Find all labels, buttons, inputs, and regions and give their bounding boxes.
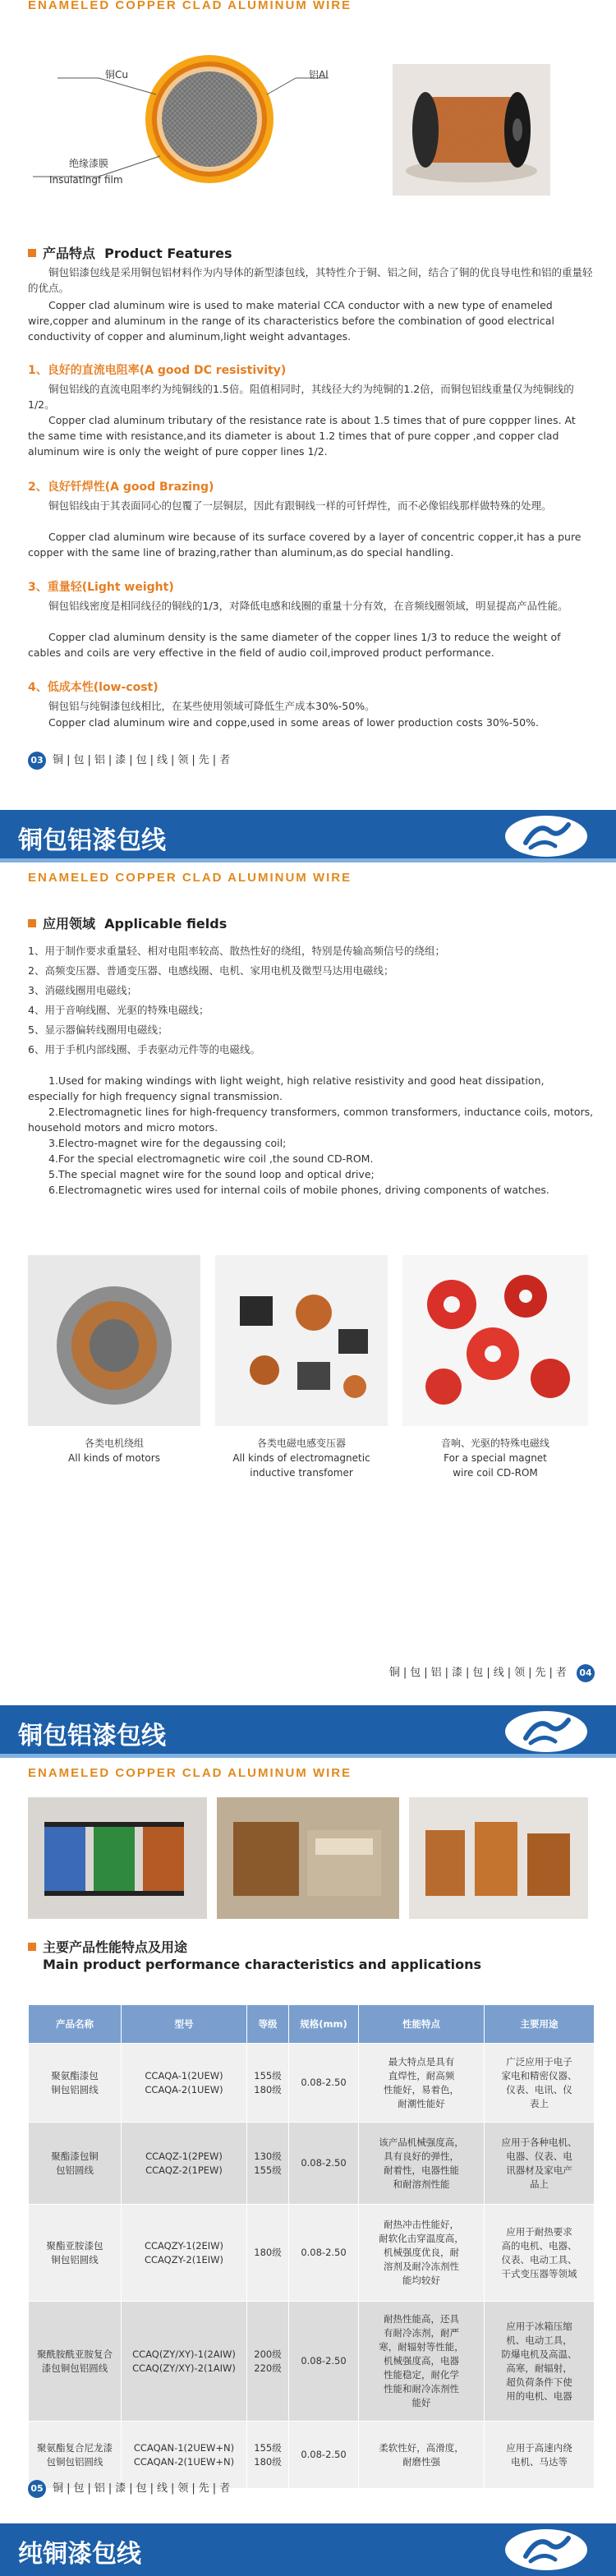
page3-en-title: ENAMELED COPPER CLAD ALUMINUM WIRE (28, 1766, 352, 1780)
table-cell-name: 聚氨酯复合尼龙漆 包铜包铝圆线 (29, 2422, 122, 2489)
page-number-badge: 04 (577, 1664, 595, 1682)
page4-banner-title: 纯铜漆包线 (18, 2540, 141, 2569)
item3-head: 3、重量轻(Light weight) (28, 581, 174, 594)
table-cell-feature: 柔软性好，高滑度， 耐磨性强 (359, 2422, 485, 2489)
caption-magnet-coils: 音响、光驱的特殊电磁线 For a special magnet wire coil CD-ROM (440, 1438, 549, 1479)
table-cell-model: CCAQA-1(2UEW) CCAQA-2(1UEW) (122, 2044, 247, 2123)
page2-banner (0, 810, 616, 862)
transformers-photo (215, 1255, 388, 1426)
table-cell-spec: 0.08-2.50 (289, 2044, 359, 2123)
app-en-item: 4.For the special electromagnetic wire coil ,the sound CD-ROM. (48, 1152, 374, 1165)
item1-head: 1、良好的直流电阻率(A good DC resistivity) (28, 364, 287, 377)
table-cell-feature: 最大特点是具有 直焊性，耐高频 性能好，易着色， 耐潮性能好 (359, 2044, 485, 2123)
app-cn-item: 2、高频变压器、普通变压器、电感线圈、电机、家用电机及微型马达用电磁线； (28, 964, 394, 977)
company-logo-icon (501, 2527, 591, 2573)
page2-banner-title: 铜包铝漆包线 (18, 826, 166, 855)
page2-en-title: ENAMELED COPPER CLAD ALUMINUM WIRE (28, 871, 352, 885)
copper-spool-photo (393, 64, 550, 196)
table-cell-spec: 0.08-2.50 (289, 2205, 359, 2302)
col-header: 规格(mm) (289, 2005, 359, 2044)
features-heading: 产品特点 Product Features (28, 243, 232, 262)
table-cell-spec: 0.08-2.50 (289, 2422, 359, 2489)
table-header-row (29, 2005, 595, 2044)
table-cell-grade: 200级 220级 (247, 2302, 289, 2422)
performance-table (28, 2004, 595, 2489)
intro-en: Copper clad aluminum wire is used to make material CCA conductor with a new type of enameled wire,copper and aluminum in the range of its characteristics before the combination of good electrical conductivity of copper and aluminum,light weight advantages. (28, 299, 554, 343)
app-en-item: 2.Electromagnetic lines for high-frequency transformers, common transformers, inductance coils, motors, household motors and micro motors. (28, 1106, 594, 1134)
apps-en-list (28, 1073, 595, 1198)
caption-transformers: 各类电磁电感变压器 All kinds of electromagnetic inductive transfomer (232, 1438, 370, 1479)
label-copper: 铜Cu (105, 69, 128, 80)
table-cell-use: 应用于冰箱压缩 机、电动工具， 防爆电机及高温、 高寒，耐辐射， 超负荷条件下使 用的电机、电器 (485, 2302, 595, 2422)
table-cell-grade: 130级 155级 (247, 2123, 289, 2205)
item4-head: 4、低成本性(low-cost) (28, 681, 159, 694)
table-cell-name: 聚氨酯漆包 铜包铝圆线 (29, 2044, 122, 2123)
page3-banner-title: 铜包铝漆包线 (18, 1722, 166, 1750)
col-header: 性能特点 (359, 2005, 485, 2044)
item1-cn: 铜包铝线的直流电阻率约为纯铜线的1.5倍。阻值相同时，其线径大约为纯铜的1.2倍，而铜包铝线重量仅为纯铜线的1/2。 (28, 383, 574, 411)
page1-footer: 03 铜|包|铝|漆|包|线|领|先|者 (28, 751, 233, 770)
page2-footer: 铜|包|铝|漆|包|线|领|先|者 04 (389, 1663, 595, 1682)
table-cell-use: 应用于各种电机、 电器、仪表、电 讯器材及家电产 品上 (485, 2123, 595, 2205)
table-cell-name: 聚酯漆包铜 包铝圆线 (29, 2123, 122, 2205)
item2-head: 2、良好钎焊性(A good Brazing) (28, 481, 214, 494)
table-cell-grade: 180级 (247, 2205, 289, 2302)
company-logo-icon (501, 1709, 591, 1755)
label-film-en: Insulatingf film (49, 174, 123, 186)
col-header: 型号 (122, 2005, 247, 2044)
wire-spools-photo-3 (409, 1797, 588, 1919)
caption-motors: 各类电机绕组 All kinds of motors (68, 1438, 160, 1464)
table-cell-name: 聚酰胺酰亚胺复合 漆包铜包铝圆线 (29, 2302, 122, 2422)
app-en-item: 1.Used for making windings with light weight, high relative resistivity and good heat dissipation, especially for high frequency signal transmission. (28, 1074, 545, 1102)
table-cell-use: 应用于耐热要求 高的电机、电器、 仪表、电动工具、 干式变压器等领域 (485, 2205, 595, 2302)
table-cell-use: 广泛应用于电子 家电和精密仪器、 仪表、电讯、仪 表上 (485, 2044, 595, 2123)
performance-heading-cn: 主要产品性能特点及用途 (28, 1937, 187, 1956)
table-cell-feature: 耐热冲击性能好， 耐软化击穿温度高， 机械强度优良，耐 溶剂及耐冷冻剂性 能均较好 (359, 2205, 485, 2302)
item4-cn: 铜包铝与纯铜漆包线相比，在某些使用领域可降低生产成本30%-50%。 (48, 700, 375, 712)
table-cell-grade: 155级 180级 (247, 2044, 289, 2123)
table-cell-feature: 耐热性能高，还具 有耐冷冻剂，耐严 寒，耐辐射等性能， 机械强度高，电器 性能稳定，耐化学 性能和耐冷冻剂性 能好 (359, 2302, 485, 2422)
page3-banner (0, 1705, 616, 1758)
table-cell-model: CCAQZY-1(2EIW) CCAQZY-2(1EIW) (122, 2205, 247, 2302)
table-cell-model: CCAQZ-1(2PEW) CCAQZ-2(1PEW) (122, 2123, 247, 2205)
table-row (29, 2123, 595, 2205)
page1-en-title: ENAMELED COPPER CLAD ALUMINUM WIRE (28, 0, 352, 12)
col-header: 主要用途 (485, 2005, 595, 2044)
table-row (29, 2302, 595, 2422)
label-film-cn: 绝缘漆膜 (69, 158, 109, 169)
motor-windings-photo (28, 1255, 200, 1426)
table-cell-grade: 155级 180级 (247, 2422, 289, 2489)
wire-spools-photo-1 (28, 1797, 207, 1919)
item4-en: Copper clad aluminum wire and coppe,used in some areas of lower production costs 30%-50%. (48, 716, 539, 729)
item2-en: Copper clad aluminum wire because of its surface covered by a layer of concentric copper,it has a pure copper with the same line of brazing,rather than aluminum,as do special handling. (28, 531, 582, 559)
square-bullet-icon (28, 919, 36, 927)
performance-heading-en: Main product performance characteristics and applications (43, 1957, 482, 1972)
table-row (29, 2205, 595, 2302)
table-cell-model: CCAQAN-1(2UEW+N) CCAQAN-2(1UEW+N) (122, 2422, 247, 2489)
page-number-badge: 03 (28, 752, 46, 770)
app-cn-item: 6、用于手机内部线圈、手表驱动元件等的电磁线。 (28, 1043, 260, 1056)
app-cn-item: 3、消磁线圈用电磁线； (28, 984, 137, 996)
square-bullet-icon (28, 249, 36, 257)
page4-banner (0, 2523, 616, 2576)
table-cell-use: 应用于高速内绕 电机、马达等 (485, 2422, 595, 2489)
app-en-item: 6.Electromagnetic wires used for internal coils of mobile phones, driving components of watches. (48, 1184, 549, 1196)
table-cell-model: CCAQ(ZY/XY)-1(2AIW) CCAQ(ZY/XY)-2(1AIW) (122, 2302, 247, 2422)
app-en-item: 5.The special magnet wire for the sound loop and optical drive; (48, 1168, 375, 1180)
col-header: 等级 (247, 2005, 289, 2044)
table-cell-name: 聚酯亚胺漆包 铜包铝圆线 (29, 2205, 122, 2302)
app-cn-item: 1、用于制作要求重量轻、相对电阻率较高、散热性好的绕组，特别是传输高频信号的绕组； (28, 945, 445, 957)
page3-footer: 05 铜|包|铝|漆|包|线|领|先|者 (28, 2479, 233, 2498)
table-row (29, 2044, 595, 2123)
table-cell-feature: 该产品机械强度高， 具有良好的弹性， 耐着性，电器性能 和耐溶剂性能 (359, 2123, 485, 2205)
app-cn-item: 5、显示器偏转线圈用电磁线； (28, 1024, 168, 1036)
col-header: 产品名称 (29, 2005, 122, 2044)
table-cell-spec: 0.08-2.50 (289, 2123, 359, 2205)
applications-heading: 应用领域 Applicable fields (28, 913, 227, 932)
page-number-badge: 05 (28, 2480, 46, 2498)
label-aluminum: 铝Al (309, 69, 329, 80)
wire-spools-photo-2 (217, 1797, 399, 1919)
item1-en: Copper clad aluminum tributary of the resistance rate is about 1.5 times that of pure coppper lines. At the same time with resistance,and its diameter is about 1.2 times that of pure copper ,and copper clad aluminum wire is only the weight of pure copper lines 1/2. (28, 414, 576, 458)
item3-en: Copper clad aluminum density is the same diameter of the copper lines 1/3 to reduce the weight of cables and coils are very effective in the field of audio coil,improved product performance. (28, 631, 561, 659)
table-cell-spec: 0.08-2.50 (289, 2302, 359, 2422)
apps-cn-list (28, 941, 595, 1060)
item2-cn: 铜包铝线由于其表面同心的包覆了一层铜层，因此有跟铜线一样的可钎焊性，而不必像铝线那样做特殊的处理。 (48, 499, 552, 512)
magnet-coils-photo (402, 1255, 588, 1426)
app-cn-item: 4、用于音响线圈、光驱的特殊电磁线； (28, 1004, 209, 1016)
intro-cn: 铜包铝漆包线是采用铜包铝材料作为内导体的新型漆包线，其特性介于铜、铝之间，结合了铜的优良导电性和铝的重量轻的优点。 (28, 266, 593, 294)
square-bullet-icon (28, 1943, 36, 1951)
app-en-item: 3.Electro-magnet wire for the degaussing coil; (48, 1137, 287, 1149)
item3-cn: 铜包铝线密度是相同线径的铜线的1/3，对降低电感和线圈的重量十分有效，在音频线圈领域，明显提高产品性能。 (48, 600, 568, 612)
company-logo-icon (501, 813, 591, 859)
